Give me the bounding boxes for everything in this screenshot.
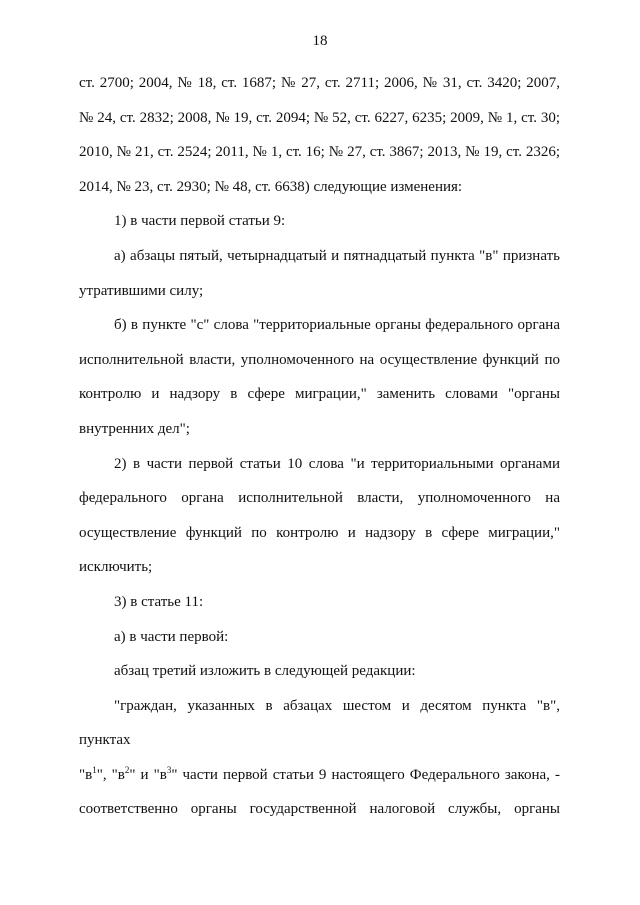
subitem-b-line: внутренних дел"; — [79, 420, 190, 437]
subitem-b-line: исполнительной власти, уполномоченного на осуществление функций по — [79, 351, 560, 368]
item-2-line: осуществление функций по контролю и надзору в сфере миграции," — [79, 524, 560, 541]
quoted-text-line — [79, 758, 560, 793]
item-2-line: федерального органа исполнительной власти, уполномоченного на — [79, 490, 560, 507]
document-body — [79, 66, 560, 827]
subitem-a-line: а) абзацы пятый, четырнадцатый и пятнадцатый пункта "в" признать — [114, 247, 560, 264]
quote-fragment: "в — [79, 766, 93, 783]
item-3-instruction: абзац третий изложить в следующей редакции: — [114, 663, 416, 680]
item-3-heading: 3) в статье 11: — [114, 593, 204, 610]
quote-fragment: " и "в — [129, 766, 167, 783]
quoted-text-line: "граждан, указанных в абзацах шестом и десятом пункта "в", пунктах — [79, 697, 560, 749]
item-2-line: 2) в части первой статьи 10 слова "и территориальными органами — [114, 455, 560, 472]
superscript: 1 — [92, 764, 97, 775]
text-line: ст. 2700; 2004, № 18, ст. 1687; № 27, ст. 2711; 2006, № 31, ст. 3420; 2007, — [79, 75, 560, 91]
quoted-text-line: соответственно органы государственной налоговой службы, органы — [79, 801, 560, 818]
subitem-b-line: б) в пункте "с" слова "территориальные органы федерального органа — [114, 317, 560, 334]
item-3-subitem-a: а) в части первой: — [114, 628, 229, 645]
text-line: 2014, № 23, ст. 2930; № 48, ст. 6638) следующие изменения: — [79, 178, 463, 195]
page-number: 18 — [312, 33, 328, 49]
superscript: 3 — [166, 764, 172, 775]
subitem-a-line: утратившими силу; — [79, 282, 204, 299]
subitem-b-line: контролю и надзору в сфере миграции," заменить словами "органы — [79, 386, 560, 403]
text-line: № 24, ст. 2832; 2008, № 19, ст. 2094; № 52, ст. 6227, 6235; 2009, № 1, ст. 30; — [79, 109, 560, 126]
superscript: 2 — [124, 764, 130, 775]
item-1-heading: 1) в части первой статьи 9: — [114, 213, 286, 230]
quote-fragment: " части первой статьи 9 настоящего Федерального закона, - — [171, 766, 560, 783]
text-line: 2010, № 21, ст. 2524; 2011, № 1, ст. 16; № 27, ст. 3867; 2013, № 19, ст. 2326; — [79, 144, 560, 161]
quote-fragment: ", "в — [96, 766, 125, 783]
item-2-line: исключить; — [79, 559, 153, 576]
